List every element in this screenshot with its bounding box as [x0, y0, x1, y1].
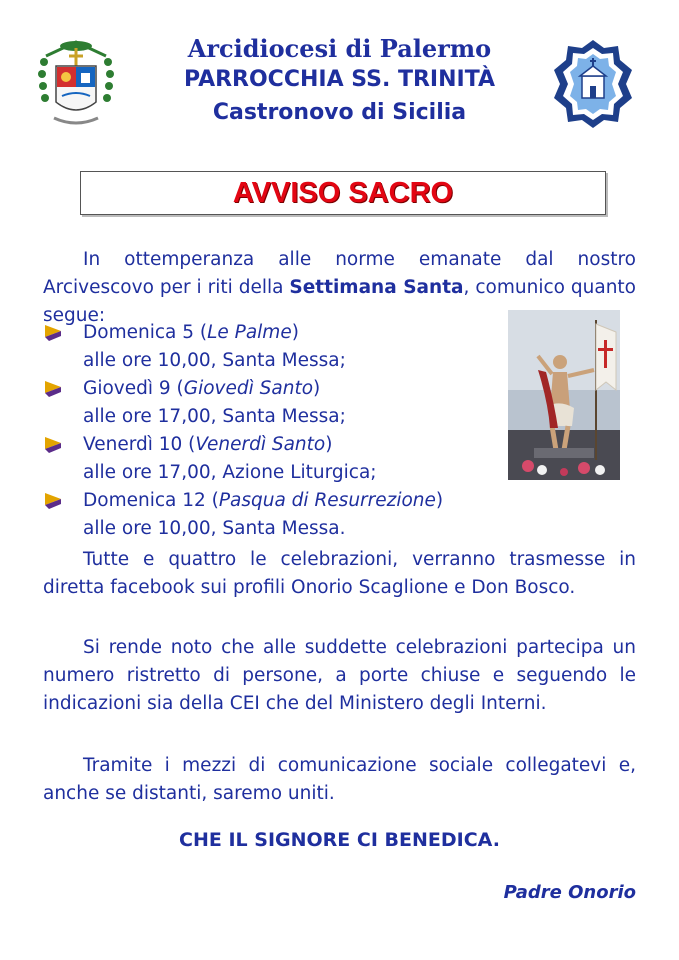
risen-christ-statue-photo — [508, 310, 620, 480]
celebration-details: alle ore 10,00, Santa Messa; — [83, 350, 346, 371]
restrictions-paragraph — [43, 634, 636, 718]
intro-text-part2: , comunico quanto segue: — [43, 277, 637, 326]
signature: Padre Onorio — [503, 882, 636, 903]
intro-text-part1: In ottemperanza alle norme emanate dal nostro Arcivescovo per i riti della — [43, 249, 636, 298]
bullet-icon — [43, 381, 65, 397]
celebration-feast: Pasqua di Resurrezione — [218, 490, 436, 511]
blessing: CHE IL SIGNORE CI BENEDICA. — [179, 829, 500, 851]
celebration-details: alle ore 17,00, Santa Messa; — [83, 406, 346, 427]
list-item — [43, 487, 503, 543]
celebration-day: Domenica 5 ( — [83, 322, 208, 343]
notice-title-box — [80, 171, 606, 215]
parish-emblem-icon — [552, 38, 634, 130]
paragraph-text: Tutte e quattro le celebrazioni, verranno trasmesse in diretta facebook sui profili Onorio Scaglione e Don Bosco. — [43, 549, 636, 598]
paragraph-text: Tramite i mezzi di comunicazione sociale collegatevi e, anche se distanti, saremo uniti. — [43, 755, 636, 804]
bullet-icon — [43, 493, 65, 509]
bullet-icon — [43, 325, 65, 341]
unity-paragraph — [43, 752, 636, 808]
celebration-details: alle ore 10,00, Santa Messa. — [83, 518, 346, 539]
celebration-details: alle ore 17,00, Azione Liturgica; — [83, 462, 377, 483]
celebration-feast: Giovedì Santo — [183, 378, 314, 399]
celebration-close: ) — [313, 378, 321, 399]
notice-title: AVVISO SACRO — [232, 177, 454, 209]
celebration-feast: Venerdì Santo — [195, 434, 326, 455]
celebration-day: Giovedì 9 ( — [83, 378, 184, 399]
list-item — [43, 375, 503, 431]
celebration-feast: Le Palme — [207, 322, 292, 343]
intro-text-bold: Settimana Santa — [289, 277, 464, 298]
celebration-close: ) — [325, 434, 333, 455]
parish-location: Castronovo di Sicilia — [212, 100, 467, 125]
list-item — [43, 319, 503, 375]
celebration-close: ) — [291, 322, 299, 343]
broadcast-paragraph — [43, 546, 636, 602]
bullet-icon — [43, 437, 65, 453]
paragraph-text: Si rende noto che alle suddette celebrazioni partecipa un numero ristretto di persone, a porte chiuse e seguendo le indicazioni sia della CEI che del Ministero degli Interni. — [43, 637, 636, 714]
archdiocese-title: Arcidiocesi di Palermo — [187, 34, 492, 63]
parish-name: PARROCCHIA SS. TRINITÀ — [183, 67, 496, 92]
celebration-day: Venerdì 10 ( — [83, 434, 196, 455]
letterhead — [0, 0, 679, 140]
list-item — [43, 431, 503, 487]
celebration-day: Domenica 12 ( — [83, 490, 219, 511]
celebration-close: ) — [435, 490, 444, 511]
celebrations-list — [43, 319, 503, 543]
